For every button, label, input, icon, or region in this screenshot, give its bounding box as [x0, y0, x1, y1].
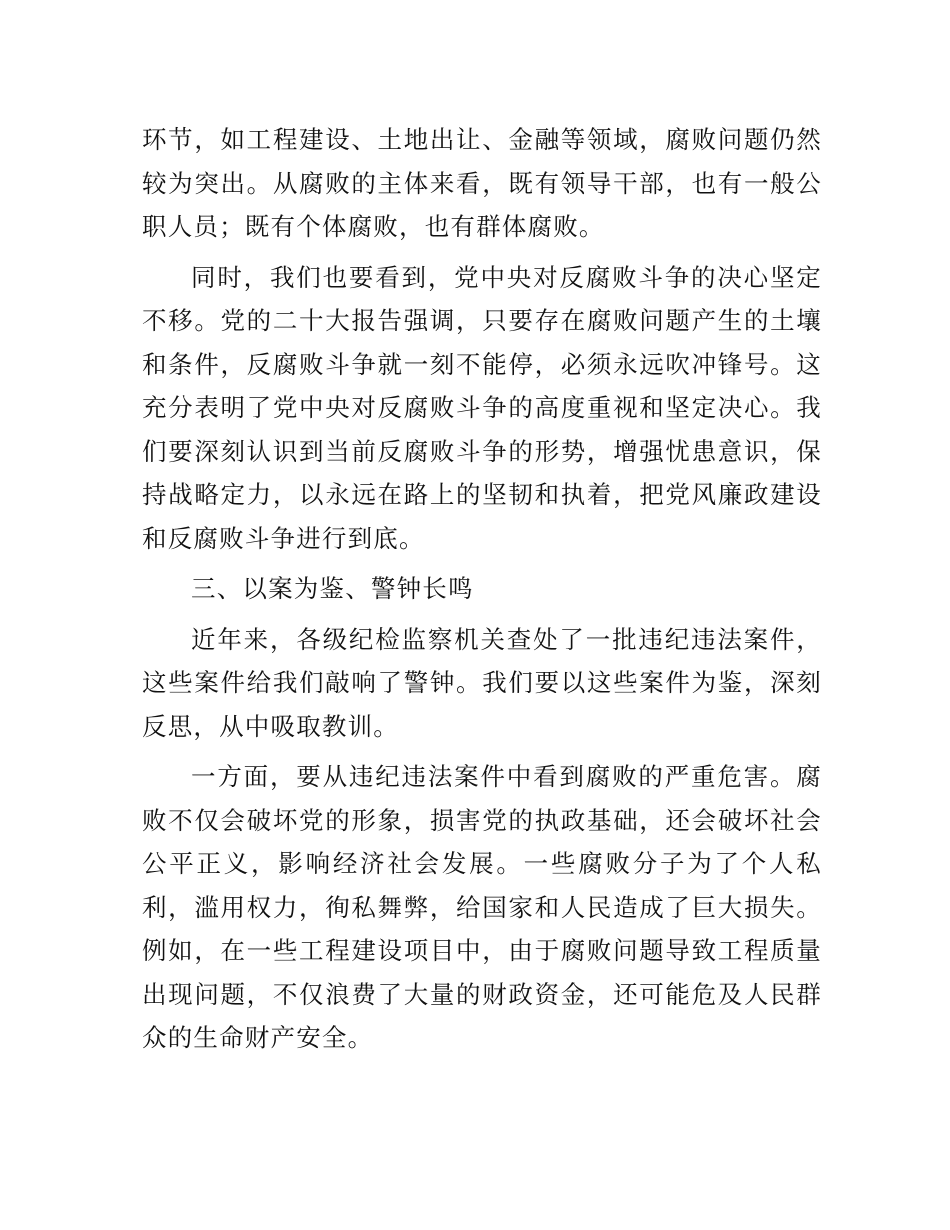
paragraph-corruption-harm: 一方面，要从违纪违法案件中看到腐败的严重危害。腐败不仅会破坏党的形象，损害党的执政基础，还会破坏社会公平正义，影响经济社会发展。一些腐败分子为了个人私利，滥用权力，徇私舞弊，给国家和人民造成了巨大损失。例如，在一些工程建设项目中，由于腐败问题导致工程质量出现问题，不仅浪费了大量的财政资金，还可能危及人民群众的生命财产安全。	[142, 762, 822, 1052]
paragraph-cases-warning: 近年来，各级纪检监察机关查处了一批违纪违法案件，这些案件给我们敲响了警钟。我们要以这些案件为鉴，深刻反思，从中吸取教训。	[142, 624, 822, 741]
document-body	[142, 118, 822, 1060]
paragraph-anti-corruption-resolve: 同时，我们也要看到，党中央对反腐败斗争的决心坚定不移。党的二十大报告强调，只要存在腐败问题产生的土壤和条件，反腐败斗争就一刻不能停，必须永远吹冲锋号。这充分表明了党中央对反腐败斗争的高度重视和坚定决心。我们要深刻认识到当前反腐败斗争的形势，增强忧患意识，保持战略定力，以永远在路上的坚韧和执着，把党风廉政建设和反腐败斗争进行到底。	[142, 262, 822, 553]
paragraph-continuation: 环节，如工程建设、土地出让、金融等领域，腐败问题仍然较为突出。从腐败的主体来看，既有领导干部，也有一般公职人员；既有个体腐败，也有群体腐败。	[142, 125, 822, 241]
section-heading-three: 三、以案为鉴、警钟长鸣	[191, 574, 474, 603]
